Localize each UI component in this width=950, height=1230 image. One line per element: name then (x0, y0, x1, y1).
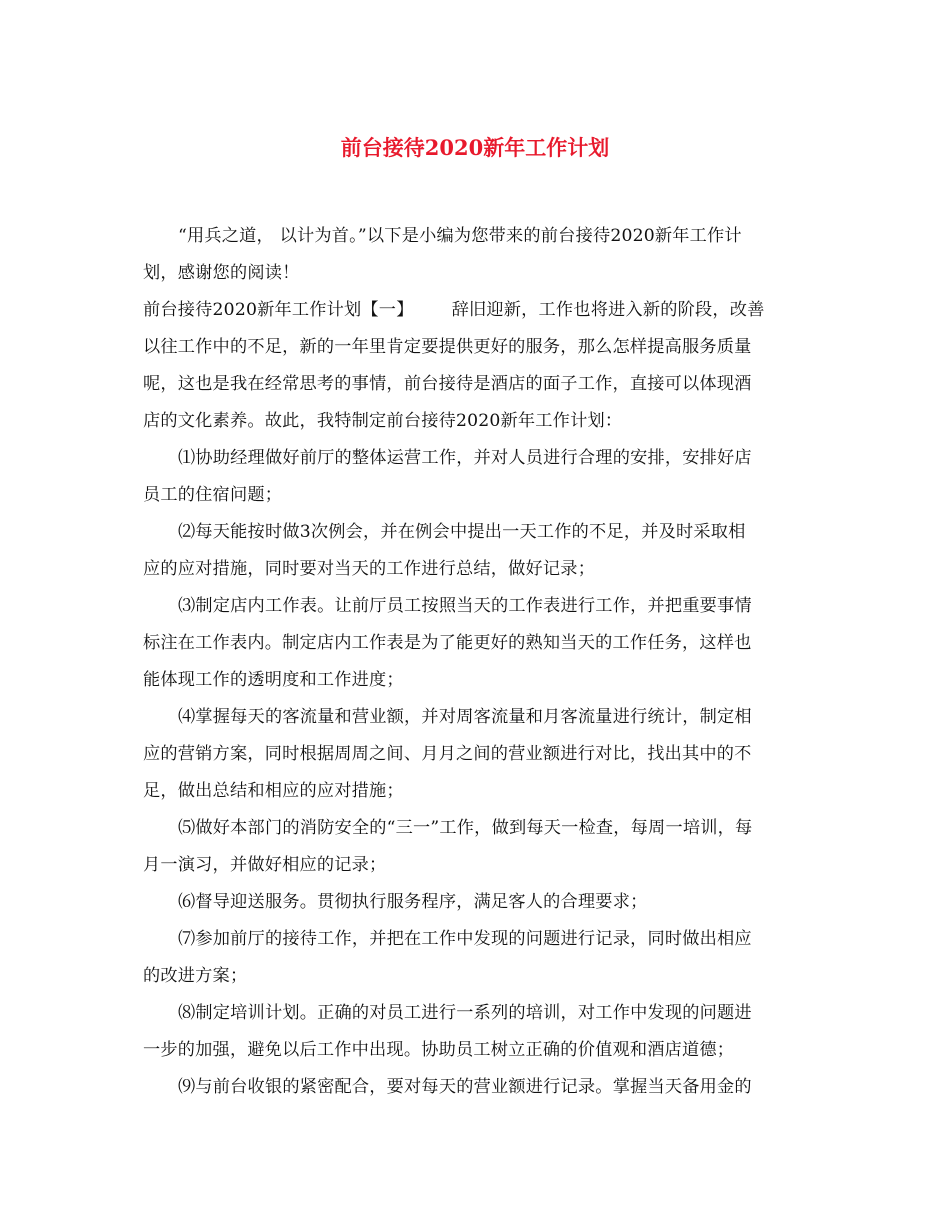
intro-line-2: 划，感谢您的阅读！ (143, 263, 300, 283)
paragraph-1-line-2: 以往工作中的不足，新的一年里肯定要提供更好的服务，那么怎样提高服务质量 (143, 337, 752, 357)
item-4-line-3: 足，做出总结和相应的应对措施； (143, 781, 404, 801)
item-7-line-1: ⑺参加前厅的接待工作，并把在工作中发现的问题进行记录，同时做出相应 (178, 929, 752, 949)
item-8-line-2: 一步的加强，避免以后工作中出现。协助员工树立正确的价值观和酒店道德； (143, 1040, 735, 1060)
item-1-line-2: 员工的住宿问题； (143, 485, 283, 505)
item-2-line-1: ⑵每天能按时做3次例会，并在例会中提出一天工作的不足，并及时采取相 (178, 522, 746, 542)
section-heading-line (143, 292, 813, 329)
intro-line-1: “用兵之道， 以计为首。”以下是小编为您带来的前台接待2020新年工作计 (178, 226, 742, 246)
item-3-line-2: 标注在工作表内。制定店内工作表是为了能更好的熟知当天的工作任务，这样也 (143, 633, 752, 653)
item-2-line-2: 应的应对措施，同时要对当天的工作进行总结，做好记录； (143, 559, 596, 579)
item-4-line-1: ⑷掌握每天的客流量和营业额，并对周客流量和月客流量进行统计，制定相 (178, 707, 752, 727)
item-3-line-1: ⑶制定店内工作表。让前厅员工按照当天的工作表进行工作，并把重要事情 (178, 596, 752, 616)
item-4-line-2: 应的营销方案，同时根据周周之间、月月之间的营业额进行对比，找出其中的不 (143, 744, 752, 764)
document-body (143, 218, 813, 1106)
item-8-line-1: ⑻制定培训计划。正确的对员工进行一系列的培训，对工作中发现的问题进 (178, 1003, 752, 1023)
paragraph-1-line-3: 呢，这也是我在经常思考的事情，前台接待是酒店的面子工作，直接可以体现酒 (143, 374, 752, 394)
item-5-line-2: 月一演习，并做好相应的记录； (143, 855, 387, 875)
document-title: 前台接待2020新年工作计划 (340, 135, 610, 160)
item-5-line-1: ⑸做好本部门的消防安全的“三一”工作，做到每天一检查，每周一培训，每 (178, 818, 753, 838)
item-1-line-1: ⑴协助经理做好前厅的整体运营工作，并对人员进行合理的安排，安排好店 (178, 448, 752, 468)
item-6-line-1: ⑹督导迎送服务。贯彻执行服务程序，满足客人的合理要求； (178, 892, 648, 912)
item-3-line-3: 能体现工作的透明度和工作进度； (143, 670, 404, 690)
section-heading: 前台接待2020新年工作计划【一】 (143, 300, 414, 320)
paragraph-1-line-1: 辞旧迎新，工作也将进入新的阶段，改善 (451, 300, 765, 320)
item-9-line-1: ⑼与前台收银的紧密配合，要对每天的营业额进行记录。掌握当天备用金的 (178, 1077, 752, 1097)
item-7-line-2: 的改进方案； (143, 966, 248, 986)
paragraph-1-line-4: 店的文化素养。故此，我特制定前台接待2020新年工作计划： (143, 411, 623, 431)
